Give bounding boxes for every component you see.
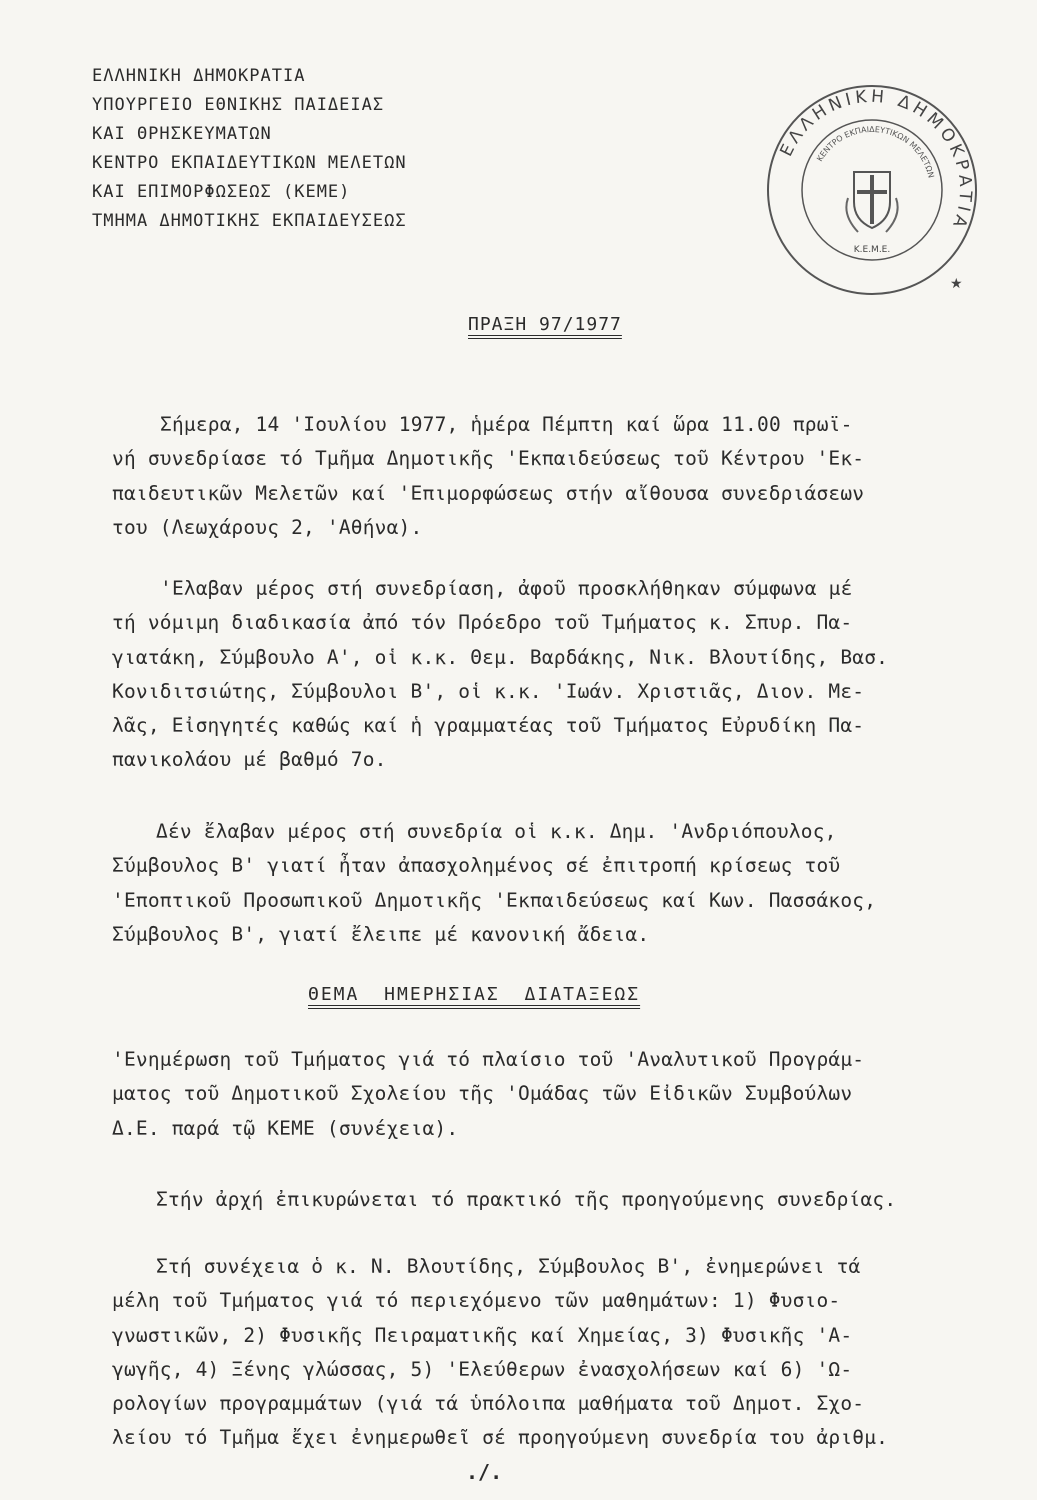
- paragraph-meeting-date: [112, 408, 972, 545]
- text-line: πανικολάου μέ βαθμό 7ο.: [112, 748, 387, 772]
- paragraph-approval: [112, 1183, 972, 1217]
- letterhead-line: ΥΠΟΥΡΓΕΙΟ ΕΘΝΙΚΗΣ ΠΑΙΔΕΙΑΣ: [92, 95, 385, 115]
- paragraph-briefing: [112, 1250, 972, 1456]
- text-line: Δέν ἔλαβαν μέρος στή συνεδρία οἱ κ.κ. Δημ. 'Ανδριόπουλος,: [156, 820, 837, 843]
- text-line: ματος τοῦ Δημοτικοῦ Σχολείου τῆς 'Ομάδας τῶν Εἰδικῶν Συμβούλων: [112, 1082, 853, 1106]
- text-line: λᾶς, Εἰσηγητές καθώς καί ἡ γραμματέας τοῦ Τμήματος Εὐρυδίκη Πα-: [112, 714, 865, 738]
- paragraph-attendees: [112, 572, 972, 778]
- coat-of-arms-icon: [846, 172, 897, 232]
- text-line: γιατάκη, Σύμβουλο Α', οἱ κ.κ. Θεμ. Βαρδάκης, Νικ. Βλουτίδης, Βασ.: [112, 645, 889, 669]
- text-line: Δ.Ε. παρά τῷ ΚΕΜΕ (συνέχεια).: [112, 1116, 459, 1140]
- text-line: του (Λεωχάρους 2, 'Αθήνα).: [112, 515, 423, 539]
- text-line: νή συνεδρίασε τό Τμῆμα Δημοτικῆς 'Εκπαιδεύσεως τοῦ Κέντρου 'Εκ-: [112, 447, 865, 471]
- text-line: Στήν ἀρχή ἐπικυρώνεται τό πρακτικό τῆς προηγούμενης συνεδρίας.: [156, 1188, 897, 1211]
- svg-text:Κ.Ε.Μ.Ε.: Κ.Ε.Μ.Ε.: [853, 245, 891, 255]
- letterhead-line: ΚΑΙ ΕΠΙΜΟΡΦΩΣΕΩΣ (ΚΕΜΕ): [92, 182, 351, 202]
- text-line: Στή συνέχεια ὁ κ. Ν. Βλουτίδης, Σύμβουλος Β', ἐνημερώνει τά: [156, 1255, 861, 1278]
- text-line: ρολογίων προγραμμάτων (γιά τά ὑπόλοιπα μαθήματα τοῦ Δημοτ. Σχο-: [112, 1392, 865, 1416]
- paragraph-agenda: [112, 1043, 972, 1146]
- letterhead-line: ΕΛΛΗΝΙΚΗ ΔΗΜΟΚΡΑΤΙΑ: [92, 66, 306, 86]
- text-line: μέλη τοῦ Τμήματος γιά τό περιεχόμενο τῶν μαθημάτων: 1) Φυσιο-: [112, 1289, 841, 1313]
- svg-text:ΕΛΛΗΝΙΚΗ ΔΗΜΟΚΡΑΤΙΑ: ΕΛΛΗΝΙΚΗ ΔΗΜΟΚΡΑΤΙΑ: [776, 86, 976, 234]
- text-line: Σήμερα, 14 'Ιουλίου 1977, ἡμέρα Πέμπτη καί ὥρα 11.00 πρωϊ-: [160, 413, 853, 436]
- letterhead: [92, 62, 407, 236]
- text-line: γνωστικῶν, 2) Φυσικῆς Πειραματικῆς καί Χημείας, 3) Φυσικῆς 'Α-: [112, 1323, 853, 1347]
- text-line: Κονιδιτσιώτης, Σύμβουλοι Β', οἱ κ.κ. 'Ιωάν. Χριστιᾶς, Διον. Με-: [112, 679, 865, 703]
- text-line: 'Ελαβαν μέρος στή συνεδρίαση, ἀφοῦ προσκλήθηκαν σύμφωνα μέ: [160, 577, 853, 600]
- svg-text:ΚΕΝΤΡΟ ΕΚΠΑΙΔΕΥΤΙΚΩΝ ΜΕΛΕΤΩΝ: ΚΕΝΤΡΟ ΕΚΠΑΙΔΕΥΤΙΚΩΝ ΜΕΛΕΤΩΝ: [815, 124, 936, 179]
- official-seal-stamp: [762, 80, 982, 300]
- text-line: 'Εποπτικοῦ Προσωπικοῦ Δημοτικῆς 'Εκπαιδεύσεως καί Κων. Πασσάκος,: [112, 888, 877, 912]
- text-line: Σύμβουλος Β' γιατί ἦταν ἀπασχολημένος σέ ἐπιτροπή κρίσεως τοῦ: [112, 854, 841, 878]
- text-line: γωγῆς, 4) Ξένης γλώσσας, 5) 'Ελεύθερων ἐνασχολήσεων καί 6) 'Ω-: [112, 1357, 853, 1381]
- page-continuation-mark: ./.: [466, 1460, 503, 1484]
- text-line: Σύμβουλος Β', γιατί ἔλειπε μέ κανονική ἄδεια.: [112, 922, 650, 946]
- paragraph-absentees: [112, 815, 972, 952]
- letterhead-line: ΚΕΝΤΡΟ ΕΚΠΑΙΔΕΥΤΙΚΩΝ ΜΕΛΕΤΩΝ: [92, 153, 407, 173]
- svg-text:★: ★: [950, 276, 963, 292]
- text-line: 'Ενημέρωση τοῦ Τμήματος γιά τό πλαίσιο τοῦ 'Αναλυτικοῦ Προγράμ-: [112, 1048, 865, 1071]
- letterhead-line: ΚΑΙ ΘΡΗΣΚΕΥΜΑΤΩΝ: [92, 124, 272, 144]
- text-line: τή νόμιμη διαδικασία ἀπό τόν Πρόεδρο τοῦ Τμήματος κ. Σπυρ. Πα-: [112, 611, 853, 635]
- text-line: παιδευτικῶν Μελετῶν καί 'Επιμορφώσεως στήν αἴθουσα συνεδριάσεων: [112, 481, 865, 505]
- letterhead-line: ΤΜΗΜΑ ΔΗΜΟΤΙΚΗΣ ΕΚΠΑΙΔΕΥΣΕΩΣ: [92, 211, 407, 231]
- agenda-heading: ΘΕΜΑ ΗΜΕΡΗΣΙΑΣ ΔΙΑΤΑΞΕΩΣ: [308, 984, 641, 1005]
- document-title: ΠΡΑΞΗ 97/1977: [468, 314, 622, 335]
- text-line: λείου τό Τμῆμα ἔχει ἐνημερωθεῖ σέ προηγούμενη συνεδρία του ἀριθμ.: [112, 1426, 889, 1450]
